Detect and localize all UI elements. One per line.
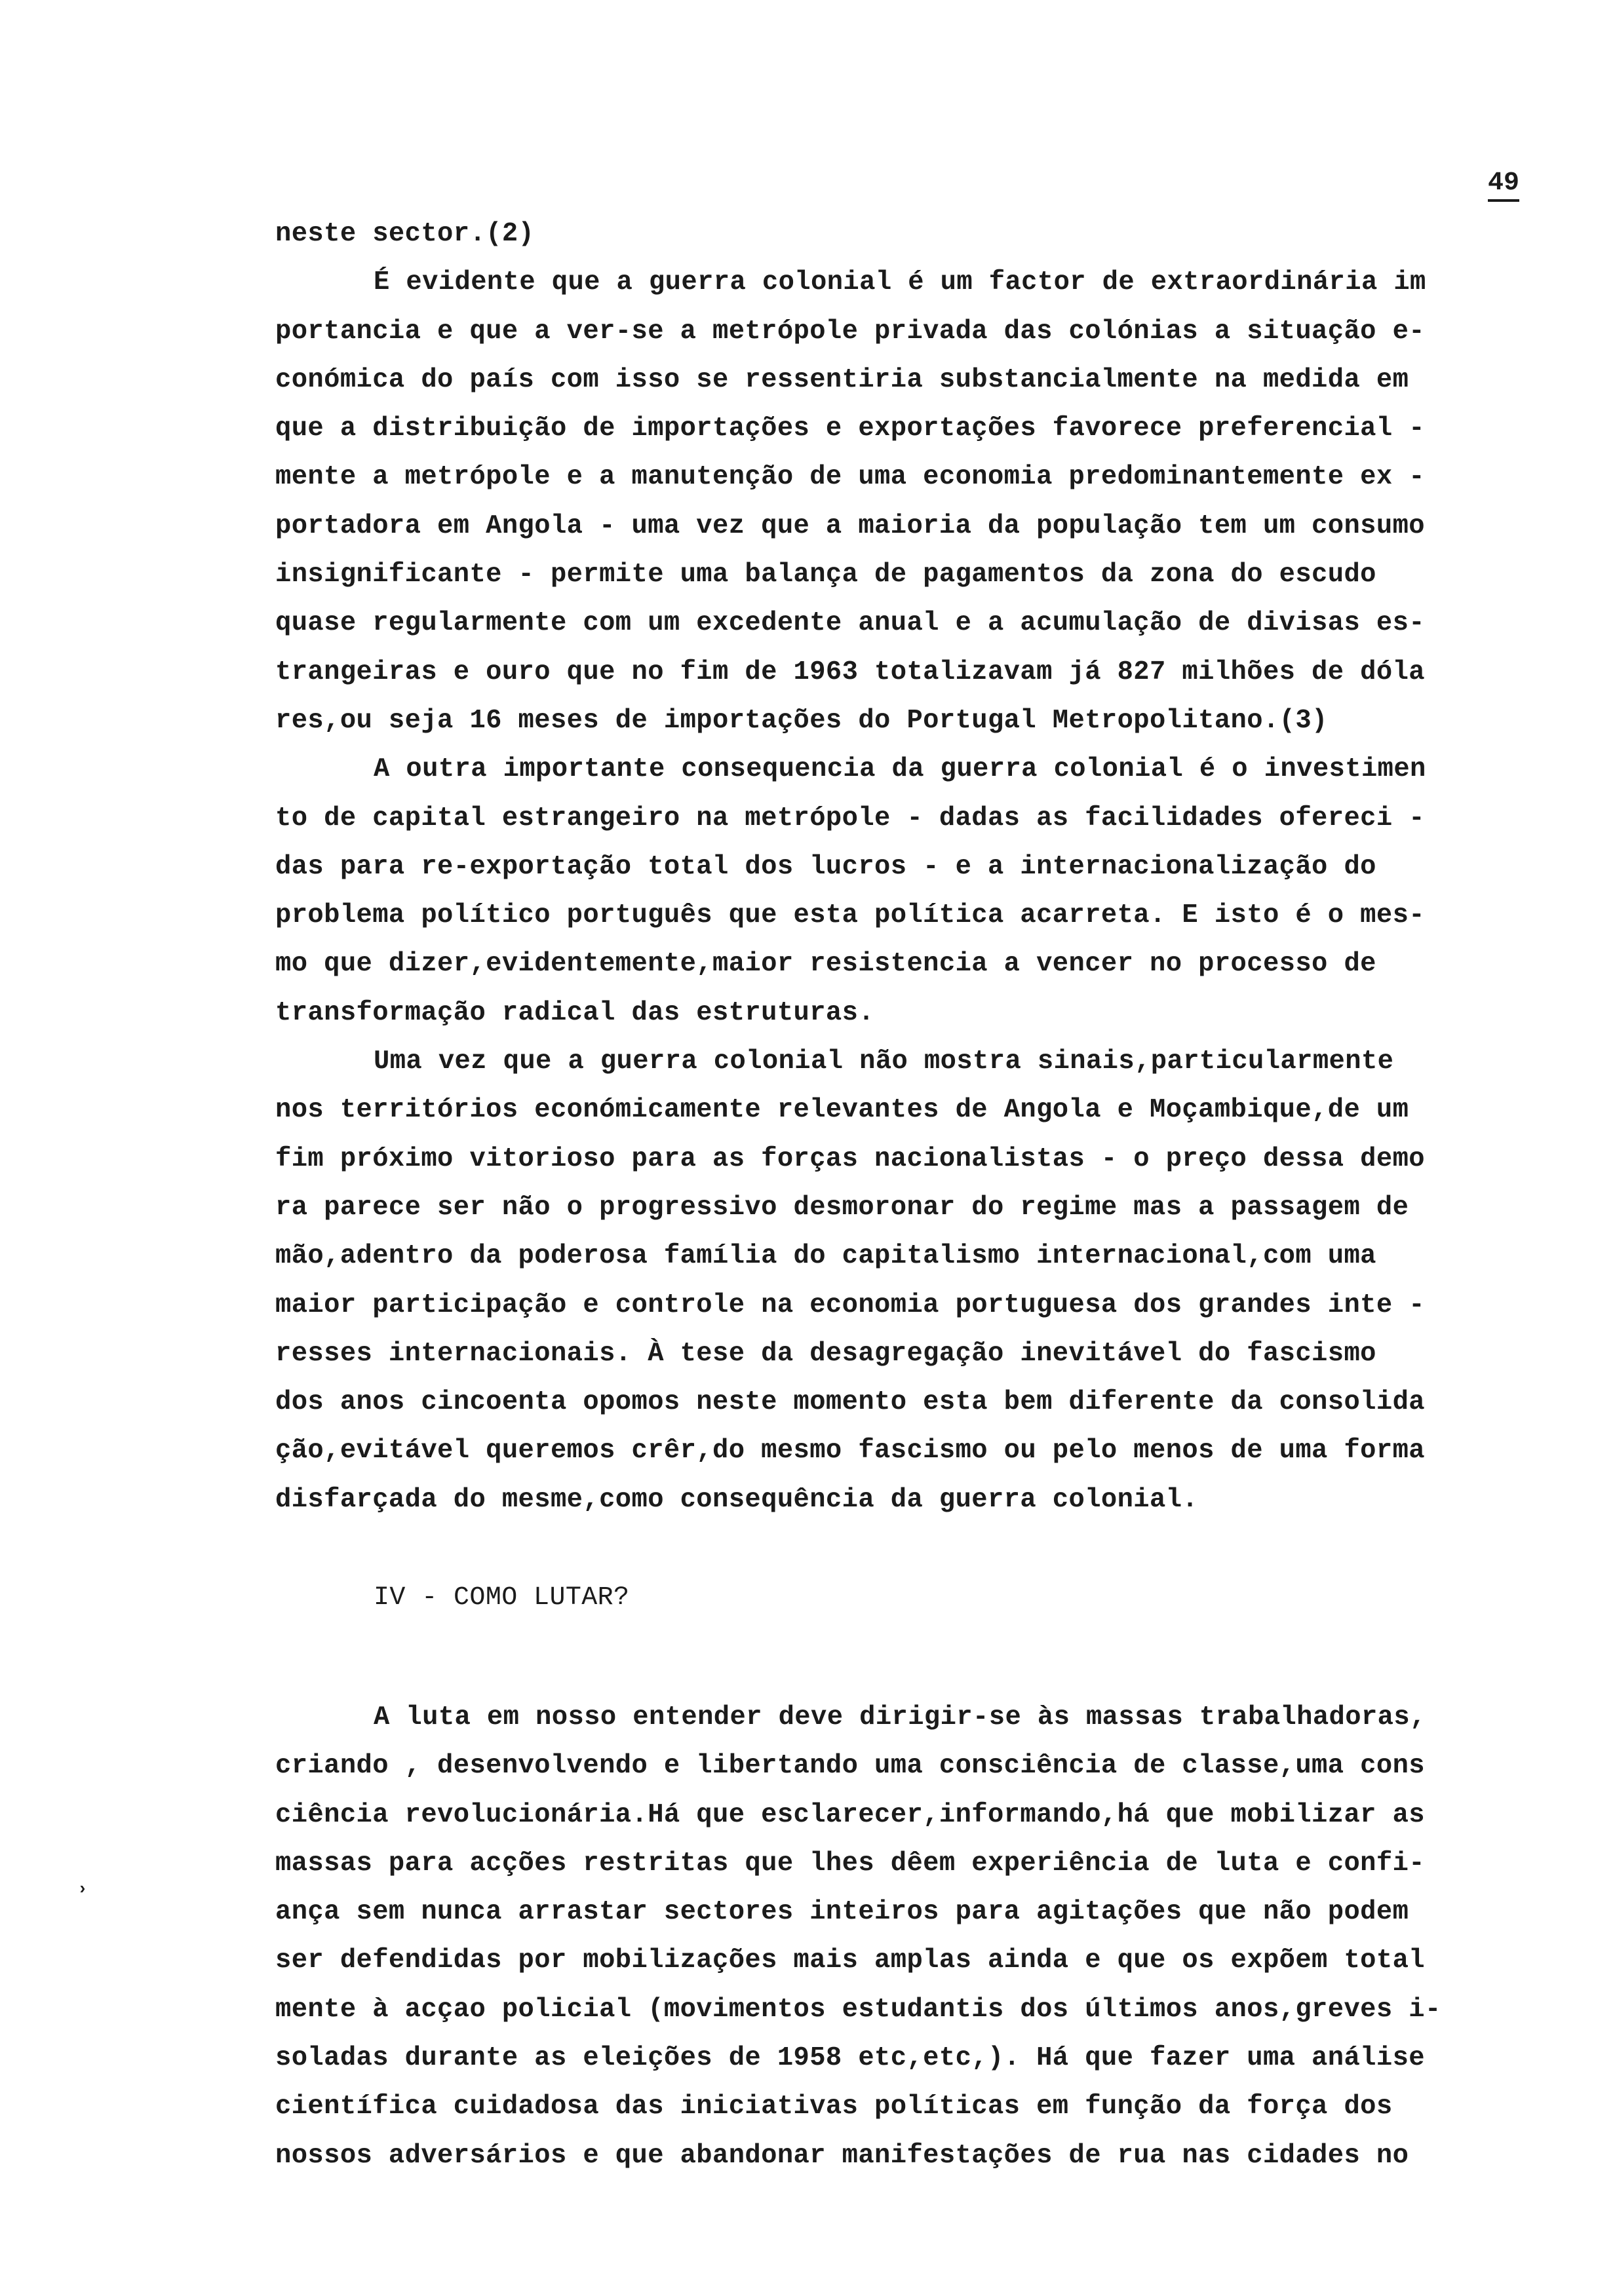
text-line: soladas durante as eleições de 1958 etc,etc,). Há que fazer uma análise	[275, 2043, 1425, 2074]
text-line: conómica do país com isso se ressentiria substancialmente na medida em	[275, 364, 1409, 395]
text-line: das para re-exportação total dos lucros - e a internacionalização do	[275, 851, 1376, 882]
text-line: nos territórios económicamente relevantes de Angola e Moçambique,de um	[275, 1095, 1409, 1126]
page-number: 49	[1488, 169, 1519, 202]
text-line: massas para acções restritas que lhes dêem experiência de luta e confi-	[275, 1848, 1425, 1879]
margin-mark: ›	[77, 1879, 88, 1899]
text-line: mão,adentro da poderosa família do capitalismo internacional,com uma	[275, 1241, 1376, 1272]
text-line: científica cuidadosa das iniciativas políticas em função da força dos	[275, 2092, 1393, 2122]
section-1-text	[275, 210, 1521, 1524]
text-line: mente à acçao policial (movimentos estudantis dos últimos anos,greves i-	[275, 1994, 1441, 2025]
text-line: Uma vez que a guerra colonial não mostra sinais,particularmente	[374, 1046, 1394, 1077]
text-line: A outra importante consequencia da guerra colonial é o investimen	[374, 754, 1426, 785]
text-line: mente a metrópole e a manutenção de uma economia predominantemente ex -	[275, 462, 1425, 493]
text-line: trangeiras e ouro que no fim de 1963 totalizavam já 827 milhões de dóla	[275, 657, 1425, 687]
text-line: res,ou seja 16 meses de importações do Portugal Metropolitano.(3)	[275, 705, 1328, 736]
text-line: ciência revolucionária.Há que esclarecer,informando,há que mobilizar as	[275, 1799, 1425, 1830]
text-line: É evidente que a guerra colonial é um factor de extraordinária im	[374, 267, 1426, 298]
text-line: mo que dizer,evidentemente,maior resistencia a vencer no processo de	[275, 949, 1376, 980]
text-line: portancia e que a ver-se a metrópole privada das colónias a situação e-	[275, 316, 1425, 347]
text-line: nossos adversários e que abandonar manifestações de rua nas cidades no	[275, 2140, 1409, 2171]
text-line: transformação radical das estruturas.	[275, 997, 875, 1028]
section-heading: IV - COMO LUTAR?	[374, 1583, 630, 1613]
text-line: ser defendidas por mobilizações mais amplas ainda e que os expõem total	[275, 1945, 1425, 1976]
section-2-text	[275, 1693, 1521, 2180]
text-line: que a distribuição de importações e exportações favorece preferencial -	[275, 413, 1425, 444]
text-line: resses internacionais. À tese da desagregação inevitável do fascismo	[275, 1338, 1376, 1369]
text-line: maior participação e controle na economia portuguesa dos grandes inte -	[275, 1290, 1425, 1320]
text-line: criando , desenvolvendo e libertando uma consciência de classe,uma cons	[275, 1751, 1425, 1782]
text-line: neste sector.(2)	[275, 219, 535, 249]
text-line: ção,evitável queremos crêr,do mesmo fascismo ou pelo menos de uma forma	[275, 1436, 1425, 1466]
text-line: to de capital estrangeiro na metrópole - dadas as facilidades ofereci -	[275, 803, 1425, 833]
text-line: insignificante - permite uma balança de pagamentos da zona do escudo	[275, 560, 1376, 590]
text-line: problema político português que esta política acarreta. E isto é o mes-	[275, 900, 1425, 931]
text-line: ança sem nunca arrastar sectores inteiros para agitações que não podem	[275, 1897, 1409, 1928]
text-line: A luta em nosso entender deve dirigir-se às massas trabalhadoras,	[374, 1702, 1426, 1732]
text-line: portadora em Angola - uma vez que a maioria da população tem um consumo	[275, 510, 1425, 541]
text-line: disfarçada do mesme,como consequência da guerra colonial.	[275, 1484, 1199, 1515]
text-line: ra parece ser não o progressivo desmoronar do regime mas a passagem de	[275, 1192, 1409, 1223]
text-line: dos anos cincoenta opomos neste momento esta bem diferente da consolida	[275, 1387, 1425, 1418]
text-line: fim próximo vitorioso para as forças nacionalistas - o preço dessa demo	[275, 1143, 1425, 1174]
text-line: quase regularmente com um excedente anual e a acumulação de divisas es-	[275, 608, 1425, 639]
